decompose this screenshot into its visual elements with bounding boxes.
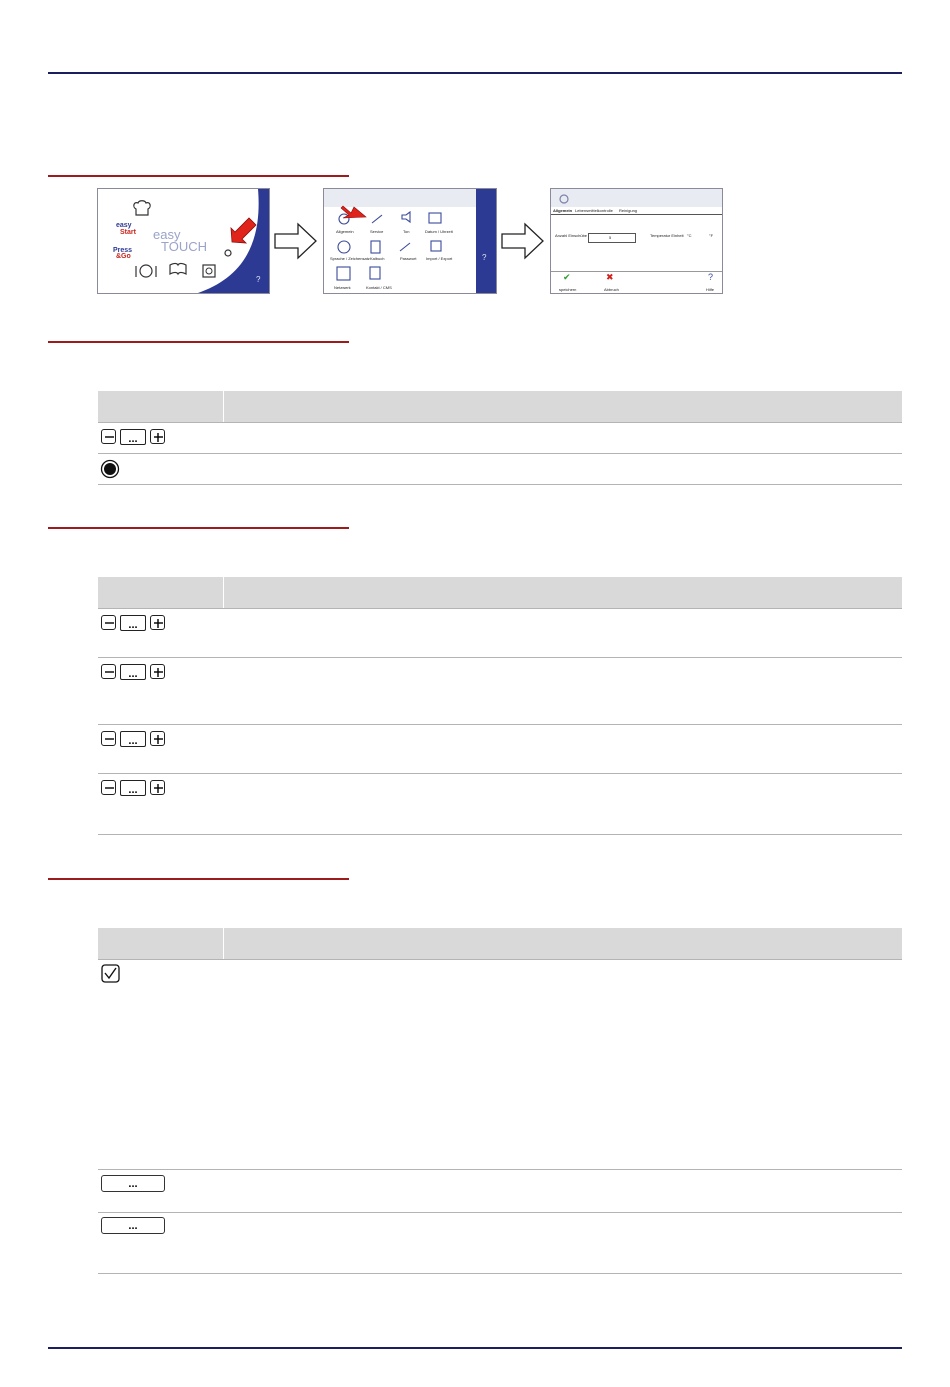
footer-hilfe: Hilfe — [706, 287, 715, 292]
help-q-icon: ? — [708, 272, 714, 282]
section-rule-3 — [48, 527, 349, 529]
next-arrow-icon — [274, 222, 318, 260]
plus-button[interactable] — [150, 664, 165, 679]
minus-button[interactable] — [101, 429, 116, 444]
value-field[interactable]: ... — [120, 615, 146, 631]
menu-item-datum: Datum / Uhrzeit — [425, 229, 453, 234]
value-field[interactable]: ... — [120, 664, 146, 680]
minus-button[interactable] — [101, 615, 116, 630]
press-go-sub: &Go — [116, 253, 131, 260]
header-rule — [48, 72, 902, 74]
table-row — [98, 658, 902, 725]
plus-button[interactable] — [150, 429, 165, 444]
radio-selected-icon[interactable] — [100, 459, 120, 479]
cancel-x-icon: ✖ — [606, 272, 614, 282]
menu-item-ton: Ton — [403, 229, 410, 234]
table-row — [98, 609, 902, 658]
home-help: ? — [256, 275, 261, 284]
table-header — [98, 577, 902, 609]
next-arrow-icon-2 — [501, 222, 545, 260]
home-screen-image — [97, 188, 270, 294]
section-rule-4 — [48, 878, 349, 880]
tab-allgemein: Allgemein — [553, 208, 573, 213]
minus-button[interactable] — [101, 731, 116, 746]
menu-item-service: Service — [370, 229, 384, 234]
minus-button[interactable] — [101, 664, 116, 679]
ellipsis-button[interactable]: ... — [101, 1217, 165, 1234]
table-3 — [98, 928, 902, 1274]
menu-item-import: Import / Export — [426, 256, 453, 261]
tab-lebensmittel: Lebensmittelkontrolle — [575, 208, 613, 213]
table-2 — [98, 577, 902, 835]
plus-button[interactable] — [150, 615, 165, 630]
minus-button[interactable] — [101, 780, 116, 795]
gear-icon — [558, 193, 570, 205]
menu-item-sprache: Sprache / Zeichensatz — [330, 256, 370, 261]
general-tab-image — [550, 188, 723, 294]
save-check-icon: ✔ — [563, 272, 571, 282]
settings-menu-image — [323, 188, 497, 294]
logo-touch: TOUCH — [161, 239, 207, 254]
menu-help: ? — [482, 253, 487, 262]
table-row — [98, 454, 902, 485]
section-rule-2 — [48, 341, 349, 343]
settings-icons-grid — [324, 189, 474, 293]
press-go-label: Press — [113, 247, 133, 254]
menu-item-kontakt: Kontakt / CMS — [366, 285, 392, 290]
menu-item-allgemein: Allgemein — [336, 229, 354, 234]
plus-button[interactable] — [150, 780, 165, 795]
menu-item-netzwerk: Netzwerk — [334, 285, 351, 290]
footer-rule — [48, 1347, 902, 1349]
unit-c: °C — [687, 233, 692, 238]
value-field[interactable]: ... — [120, 429, 146, 445]
table-row — [98, 1170, 902, 1213]
menu-item-passwort: Passwort — [400, 256, 417, 261]
easy-start-sub: Start — [120, 229, 136, 236]
plus-button[interactable] — [150, 731, 165, 746]
table-header — [98, 391, 902, 423]
temp-label: Temperatur Einheit — [650, 233, 684, 238]
logo-easy: easy — [153, 227, 181, 242]
table-1 — [98, 391, 902, 485]
value-field[interactable]: ... — [120, 780, 146, 796]
field-label: Anzahl Einschübe — [555, 233, 588, 238]
easy-start-label: easy — [116, 222, 132, 229]
table-row — [98, 960, 902, 1170]
ellipsis-button[interactable]: ... — [101, 1175, 165, 1192]
table-row — [98, 774, 902, 835]
unit-f: °F — [709, 233, 714, 238]
field-value: 5 — [609, 235, 612, 240]
table-row — [98, 1213, 902, 1274]
section-rule-1 — [48, 175, 349, 177]
footer-speichern: speichern — [559, 287, 577, 292]
table-header — [98, 928, 902, 960]
checkbox-checked-icon[interactable] — [101, 964, 121, 984]
value-field[interactable]: ... — [120, 731, 146, 747]
table-row — [98, 423, 902, 454]
tab-reinigung: Reinigung — [619, 208, 638, 213]
menu-item-kalbuch: Kalbuch — [370, 256, 385, 261]
footer-abbruch: Abbruch — [604, 287, 619, 292]
table-row — [98, 725, 902, 774]
